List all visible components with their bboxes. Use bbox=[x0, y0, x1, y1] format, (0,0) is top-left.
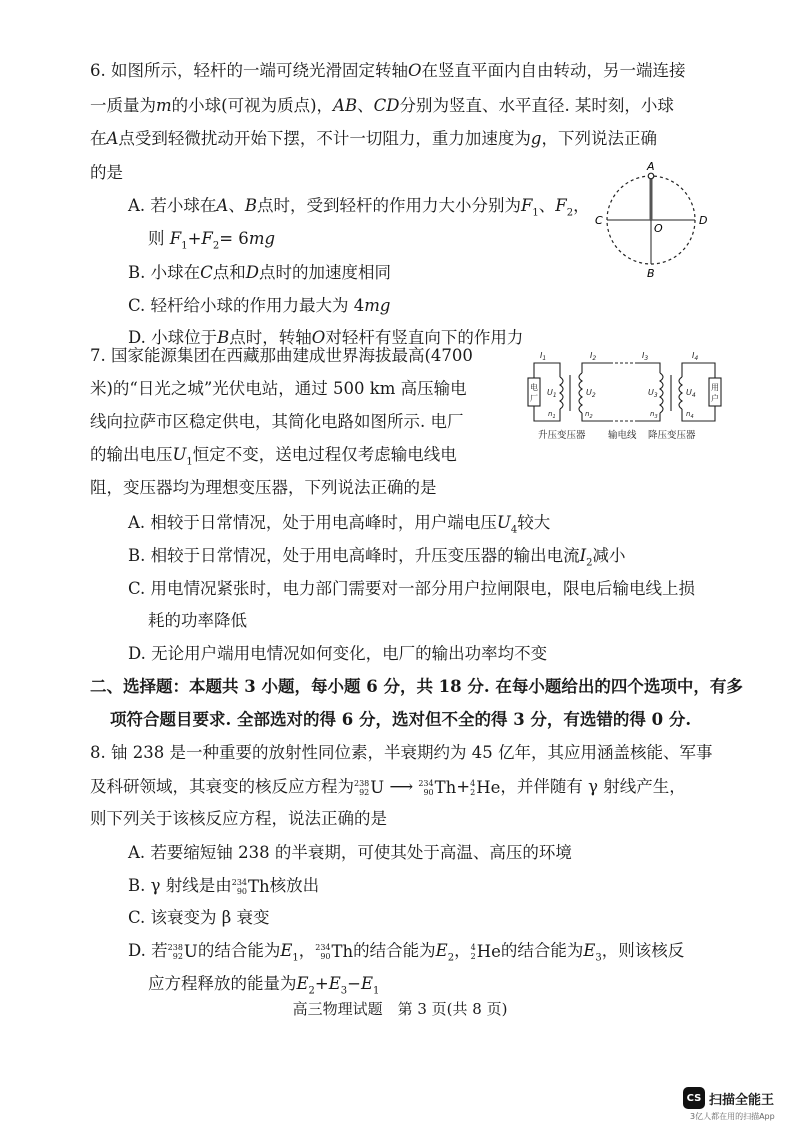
label-user-1: 用 bbox=[711, 383, 719, 392]
label-plant-2: 厂 bbox=[530, 394, 538, 403]
q6-option-d: D. 小球位于B点时，转轴O对轻杆有竖直向下的作用力 bbox=[128, 328, 524, 347]
label-user-2: 户 bbox=[711, 394, 719, 403]
q8-option-a: A. 若要缩短铀 238 的半衰期，可使其处于高温、高压的环境 bbox=[128, 843, 572, 862]
scanner-slogan: 3亿人都在用的扫描App bbox=[690, 1112, 775, 1121]
label-n2: $n_2$ bbox=[585, 410, 593, 420]
label-plant-1: 电 bbox=[530, 383, 538, 392]
q6-stem-line3: 在A点受到轻微扰动开始下摆，不计一切阻力，重力加速度为g，下列说法正确 bbox=[90, 129, 657, 148]
q7-option-d: D. 无论用户端用电情况如何变化，电厂的输出功率均不变 bbox=[128, 644, 548, 663]
q6-stem-line1: 6. 如图所示，轻杆的一端可绕光滑固定转轴O在竖直平面内自由转动，另一端连接 bbox=[90, 61, 686, 80]
label-i3: $I_3$ bbox=[642, 351, 649, 362]
q8-option-b: B. γ 射线是由 234 90 Th 核放出 bbox=[128, 876, 320, 896]
transmission-line-top bbox=[582, 363, 610, 373]
q6-stem-line4: 的是 bbox=[90, 163, 123, 182]
q7-stem-line1: 7. 国家能源集团在西藏那曲建成世界海拔最高(4700 bbox=[90, 346, 473, 365]
isotope-he4: 4 2 He bbox=[470, 941, 501, 961]
step-down-secondary-coil bbox=[679, 377, 682, 409]
q7-option-b: B. 相较于日常情况，处于用电高峰时，升压变压器的输出电流$I_2$减小 bbox=[128, 546, 626, 569]
label-u4: $U_4$ bbox=[686, 388, 696, 399]
q7-option-c: C. 用电情况紧张时，电力部门需要对一部分用户拉闸限电，限电后输电线上损 bbox=[128, 579, 696, 598]
isotope-th234: 234 90 Th bbox=[315, 941, 354, 961]
scanner-app-name: 扫描全能王 bbox=[709, 1092, 775, 1108]
q6-option-a-line2: 则 $F_1+F_2= 6mg$ bbox=[148, 229, 276, 252]
q7-stem-line4: 的输出电压$U_1$恒定不变，送电过程仅考虑输电线电 bbox=[90, 445, 457, 468]
label-i2: $I_2$ bbox=[590, 351, 597, 362]
primary-circuit-wire-bottom bbox=[534, 406, 560, 421]
light-rod bbox=[650, 178, 653, 220]
label-n4: $n_4$ bbox=[686, 410, 694, 420]
user-circuit-wire bbox=[682, 363, 715, 378]
q6-option-a: A. 若小球在A、B点时，受到轻杆的作用力大小分别为$F_1$、$F_2$， bbox=[128, 196, 590, 219]
q8-option-c: C. 该衰变为 β 衰变 bbox=[128, 908, 270, 927]
section2-header-line1: 二、选择题：本题共 3 小题，每小题 6 分，共 18 分. 在每小题给出的四个选项中，有多 bbox=[90, 677, 743, 696]
isotope-u238: 238 92 U bbox=[354, 777, 385, 797]
label-n1: $n_1$ bbox=[548, 410, 556, 420]
label-u1: $U_1$ bbox=[547, 388, 557, 399]
isotope-he4: 4 2 He bbox=[470, 777, 501, 797]
primary-circuit-wire bbox=[534, 363, 560, 378]
transmission-line-top-right bbox=[638, 363, 660, 373]
scanner-watermark bbox=[683, 1087, 774, 1109]
q6-option-c: C. 轻杆给小球的作用力最大为 4mg bbox=[128, 296, 391, 315]
isotope-u238: 238 92 U bbox=[167, 941, 198, 961]
camscanner-logo-icon: CS bbox=[683, 1087, 705, 1109]
step-down-primary-coil bbox=[660, 373, 663, 413]
step-up-secondary-coil bbox=[579, 373, 582, 413]
isotope-th234: 234 90 Th bbox=[231, 876, 270, 896]
ball bbox=[648, 173, 654, 179]
label-u3: $U_3$ bbox=[648, 388, 658, 399]
label-a: A bbox=[647, 160, 655, 173]
q7-stem-line5: 阻，变压器均为理想变压器，下列说法正确的是 bbox=[90, 478, 437, 497]
q6-option-b: B. 小球在C点和D点时的加速度相同 bbox=[128, 263, 391, 282]
q7-circuit-figure bbox=[520, 345, 730, 445]
label-b: B bbox=[647, 267, 655, 280]
step-up-primary-coil bbox=[560, 377, 563, 409]
page-footer: 高三物理试题 第 3 页(共 8 页) bbox=[292, 1000, 508, 1018]
q8-option-d: D. 若 238 92 U 的结合能为$E_1$， 234 90 Th 的结合能为$E_2$， 4 2 He 的结合能为$E_3$，则该核反 bbox=[128, 941, 685, 964]
label-i1: $I_1$ bbox=[540, 351, 547, 362]
section2-header-line2: 项符合题目要求. 全部选对的得 6 分，选对但不全的得 3 分，有选错的得 0 分. bbox=[110, 710, 692, 729]
caption-step-up: 升压变压器 bbox=[538, 430, 586, 441]
label-u2: $U_2$ bbox=[586, 388, 596, 399]
label-d: D bbox=[699, 214, 708, 227]
q7-stem-line3: 线向拉萨市区稳定供电，其简化电路如图所示. 电厂 bbox=[90, 412, 464, 431]
isotope-th234: 234 90 Th bbox=[418, 777, 457, 797]
q7-option-c-line2: 耗的功率降低 bbox=[148, 611, 247, 630]
q8-stem-line3: 则下列关于该核反应方程，说法正确的是 bbox=[90, 809, 387, 828]
caption-step-down: 降压变压器 bbox=[648, 430, 696, 441]
label-o: O bbox=[654, 222, 663, 235]
label-i4: $I_4$ bbox=[692, 351, 699, 362]
q8-stem-line2: 及科研领域，其衰变的核反应方程为 238 92 U ⟶ 234 90 Th + 4 2 He ，并伴随有 γ 射线产生， bbox=[90, 777, 686, 797]
q6-stem-line2: 一质量为m的小球(可视为质点)，AB、CD分别为竖直、水平直径. 某时刻，小球 bbox=[90, 96, 674, 115]
q6-circle-figure bbox=[585, 160, 715, 285]
q7-stem-line2: 米)的“日光之城”光伏电站，通过 500 km 高压输电 bbox=[90, 379, 467, 398]
label-c: C bbox=[595, 214, 603, 227]
q8-stem-line1: 8. 铀 238 是一种重要的放射性同位素，半衰期约为 45 亿年，其应用涵盖核能、军事 bbox=[90, 743, 713, 762]
caption-line: 输电线 bbox=[608, 430, 637, 441]
label-n3: $n_3$ bbox=[650, 410, 658, 420]
q7-option-a: A. 相较于日常情况，处于用电高峰时，用户端电压$U_4$较大 bbox=[128, 513, 551, 536]
q8-option-d-line2: 应方程释放的能量为$E_2+E_3-E_1$ bbox=[148, 974, 380, 997]
